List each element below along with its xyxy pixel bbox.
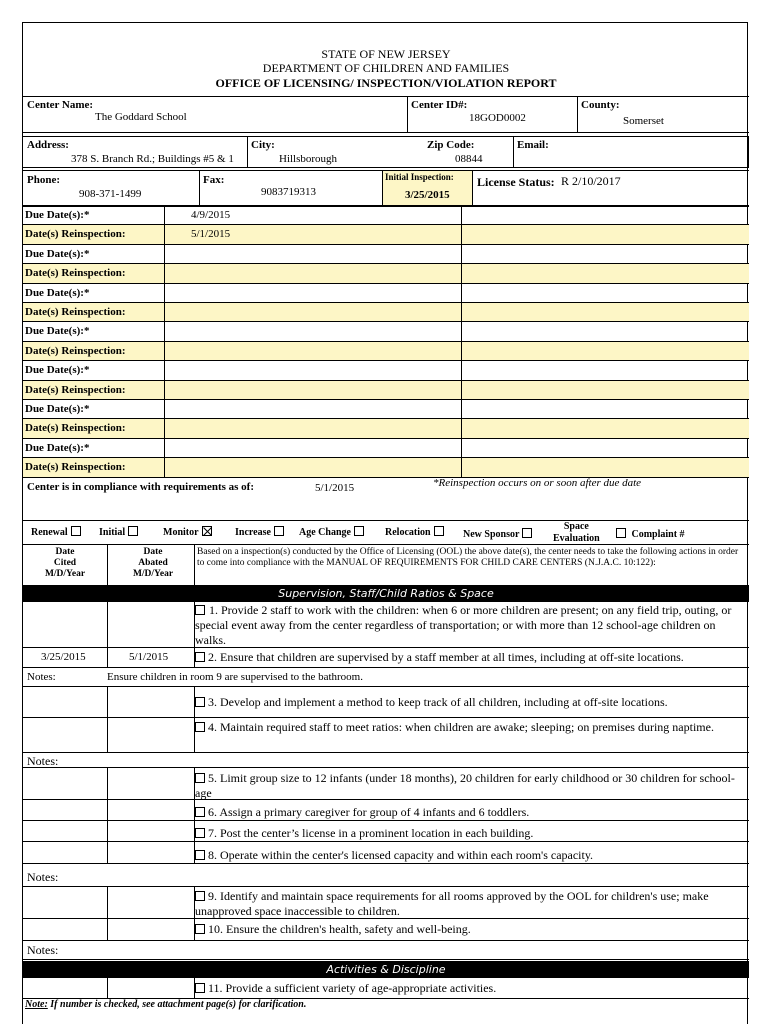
date-row-label: Date(s) Reinspection: xyxy=(25,383,126,396)
increase-checkbox[interactable] xyxy=(274,526,284,536)
fax-label: Fax: xyxy=(203,174,225,186)
relocation-option[interactable]: Relocation xyxy=(385,526,447,538)
date-row-label: Due Date(s):* xyxy=(25,441,90,454)
phone-value: 908-371-1499 xyxy=(79,188,142,200)
footer-note: Note: If number is checked, see attachment page(s) for clarification. xyxy=(25,999,307,1010)
address-value: 378 S. Branch Rd.; Buildings #5 & 1 xyxy=(71,153,234,165)
license-status-label: License Status: xyxy=(477,175,555,189)
item-2-note: Ensure children in room 9 are supervised to the bathroom. xyxy=(107,671,363,683)
date-row-label: Date(s) Reinspection: xyxy=(25,422,126,435)
item-5-checkbox[interactable] xyxy=(195,773,205,783)
reinspection-date-row xyxy=(23,303,749,322)
increase-option[interactable]: Increase xyxy=(235,526,287,538)
item-10-checkbox[interactable] xyxy=(195,924,205,934)
center-name-value: The Goddard School xyxy=(95,111,187,123)
initial-option[interactable]: Initial xyxy=(99,526,141,538)
due-date-row xyxy=(23,245,749,264)
item-4-checkbox[interactable] xyxy=(195,722,205,732)
city-label: City: xyxy=(251,139,275,151)
zip-label: Zip Code: xyxy=(427,139,475,151)
notes-label-2: Notes: xyxy=(27,754,59,768)
item-2-checkbox[interactable] xyxy=(195,652,205,662)
section-activities-header: Activities & Discipline xyxy=(23,961,749,978)
date-row-label: Due Date(s):* xyxy=(25,364,90,377)
license-status-value: R 2/10/2017 xyxy=(561,174,621,188)
due-date-row xyxy=(23,284,749,303)
header-department: DEPARTMENT OF CHILDREN AND FAMILIES xyxy=(262,61,510,75)
date-row-value: 4/9/2015 xyxy=(191,209,231,221)
date-row-label: Date(s) Reinspection: xyxy=(25,267,126,280)
item-2-date-abated: 5/1/2015 xyxy=(129,651,169,663)
center-id-label: Center ID#: xyxy=(411,99,468,111)
email-label: Email: xyxy=(517,139,549,151)
date-row-label: Due Date(s):* xyxy=(25,286,90,299)
requirement-item-10: 10. Ensure the children's health, safety and well-being. xyxy=(195,922,747,937)
date-row-label: Due Date(s):* xyxy=(25,209,90,221)
requirement-item-1: 1. Provide 2 staff to work with the children: when 6 or more children are present; on any field trip, outing, or special event away from the center regardless of transportation; or with more than 12 school-age children on walks. xyxy=(195,603,732,647)
compliance-date: 5/1/2015 xyxy=(315,482,355,494)
due-date-row xyxy=(23,400,749,419)
address-label: Address: xyxy=(27,139,69,151)
item-2-notes-label: Notes: xyxy=(27,671,56,683)
initial-checkbox[interactable] xyxy=(128,526,138,536)
date-row-label: Due Date(s):* xyxy=(25,325,90,338)
header-state: STATE OF NEW JERSEY xyxy=(321,47,451,61)
center-name-label: Center Name: xyxy=(27,99,94,111)
requirement-item-3: 3. Develop and implement a method to keep track of all children, including at off-site locations. xyxy=(195,695,747,710)
requirement-item-9: 9. Identify and maintain space requirements for all rooms approved by the OOL for children's use; make unapproved space inaccessible to children. xyxy=(195,889,709,918)
complaint-option[interactable]: Complaint # xyxy=(613,528,685,540)
reinspection-date-row xyxy=(23,419,749,438)
age-change-checkbox[interactable] xyxy=(354,526,364,536)
inspection-report-page xyxy=(22,22,748,1024)
requirement-item-4: 4. Maintain required staff to meet ratios: when children are awake; sleeping; on premises during naptime. xyxy=(195,720,747,735)
date-row-label: Due Date(s):* xyxy=(25,247,90,260)
notes-label-4: Notes: xyxy=(27,943,59,957)
reinspection-date-row xyxy=(23,225,749,244)
due-date-row xyxy=(23,206,749,225)
initial-inspection-value: 3/25/2015 xyxy=(405,189,450,201)
due-date-row xyxy=(23,322,749,341)
instructions-text: Based on a inspection(s) conducted by the Office of Licensing (OOL) the above date(s), the center needs to take the following actions in order to come into compliance with the MANUAL OF REQUIREMENTS FOR CHILD CARE CENTERS (N.J.A.C. 10:122): xyxy=(197,547,739,568)
item-6-checkbox[interactable] xyxy=(195,807,205,817)
date-cited-header: Date Cited M/D/Year xyxy=(44,547,86,579)
relocation-checkbox[interactable] xyxy=(434,526,444,536)
age-change-option[interactable]: Age Change xyxy=(299,526,367,538)
section-supervision-header: Supervision, Staff/Child Ratios & Space xyxy=(23,585,749,602)
zip-value: 08844 xyxy=(455,153,483,165)
date-row-label: Date(s) Reinspection: xyxy=(25,228,126,241)
new-sponsor-checkbox[interactable] xyxy=(522,528,532,538)
new-sponsor-option[interactable]: New Sponsor xyxy=(463,528,535,540)
item-9-checkbox[interactable] xyxy=(195,891,205,901)
date-row-label: Date(s) Reinspection: xyxy=(25,461,126,474)
fax-value: 9083719313 xyxy=(261,186,316,198)
due-date-row xyxy=(23,361,749,380)
requirement-item-11: 11. Provide a sufficient variety of age-appropriate activities. xyxy=(195,981,747,996)
requirement-item-6: 6. Assign a primary caregiver for group of 4 infants and 6 toddlers. xyxy=(195,805,747,820)
renewal-checkbox[interactable] xyxy=(71,526,81,536)
item-1-checkbox[interactable] xyxy=(195,605,205,615)
county-value: Somerset xyxy=(623,115,664,127)
due-date-row xyxy=(23,439,749,458)
renewal-option[interactable]: Renewal xyxy=(31,526,84,538)
requirement-item-2: 2. Ensure that children are supervised by a staff member at all times, including at off-site locations. xyxy=(195,650,747,665)
date-row-label: Date(s) Reinspection: xyxy=(25,306,126,318)
requirement-item-5: 5. Limit group size to 12 infants (under 18 months), 20 children for early childhood or 30 children for school-age xyxy=(195,771,735,800)
item-8-checkbox[interactable] xyxy=(195,850,205,860)
monitor-checkbox-checked[interactable] xyxy=(202,526,212,536)
item-2-date-cited: 3/25/2015 xyxy=(41,651,86,663)
header-report-title: OFFICE OF LICENSING/ INSPECTION/VIOLATION REPORT xyxy=(215,76,557,90)
requirement-item-8: 8. Operate within the center's licensed capacity and within each room's capacity. xyxy=(195,848,747,863)
initial-inspection-label: Initial Inspection: xyxy=(385,172,454,182)
complaint-checkbox[interactable] xyxy=(616,528,626,538)
monitor-option[interactable]: Monitor xyxy=(163,526,215,538)
date-abated-header: Date Abated M/D/Year xyxy=(132,547,174,579)
requirement-item-7: 7. Post the center’s license in a prominent location in each building. xyxy=(195,826,747,841)
reinspection-date-row xyxy=(23,458,749,477)
reinspection-note: *Reinspection occurs on or soon after due date xyxy=(433,477,642,489)
reinspection-date-row xyxy=(23,264,749,283)
space-evaluation-option: Space Evaluation xyxy=(553,521,600,544)
date-row-value: 5/1/2015 xyxy=(191,228,231,241)
item-7-checkbox[interactable] xyxy=(195,828,205,838)
city-value: Hillsborough xyxy=(279,153,338,165)
center-id-value: 18GOD0002 xyxy=(469,112,526,124)
date-row-label: Due Date(s):* xyxy=(25,403,90,415)
county-label: County: xyxy=(581,99,620,111)
compliance-label: Center is in compliance with requirements as of: xyxy=(27,481,255,493)
reinspection-date-row xyxy=(23,381,749,400)
item-3-checkbox[interactable] xyxy=(195,697,205,707)
notes-label-3: Notes: xyxy=(27,870,59,884)
date-row-label: Date(s) Reinspection: xyxy=(25,344,126,357)
reinspection-date-row xyxy=(23,342,749,361)
phone-label: Phone: xyxy=(27,174,60,186)
item-11-checkbox[interactable] xyxy=(195,983,205,993)
